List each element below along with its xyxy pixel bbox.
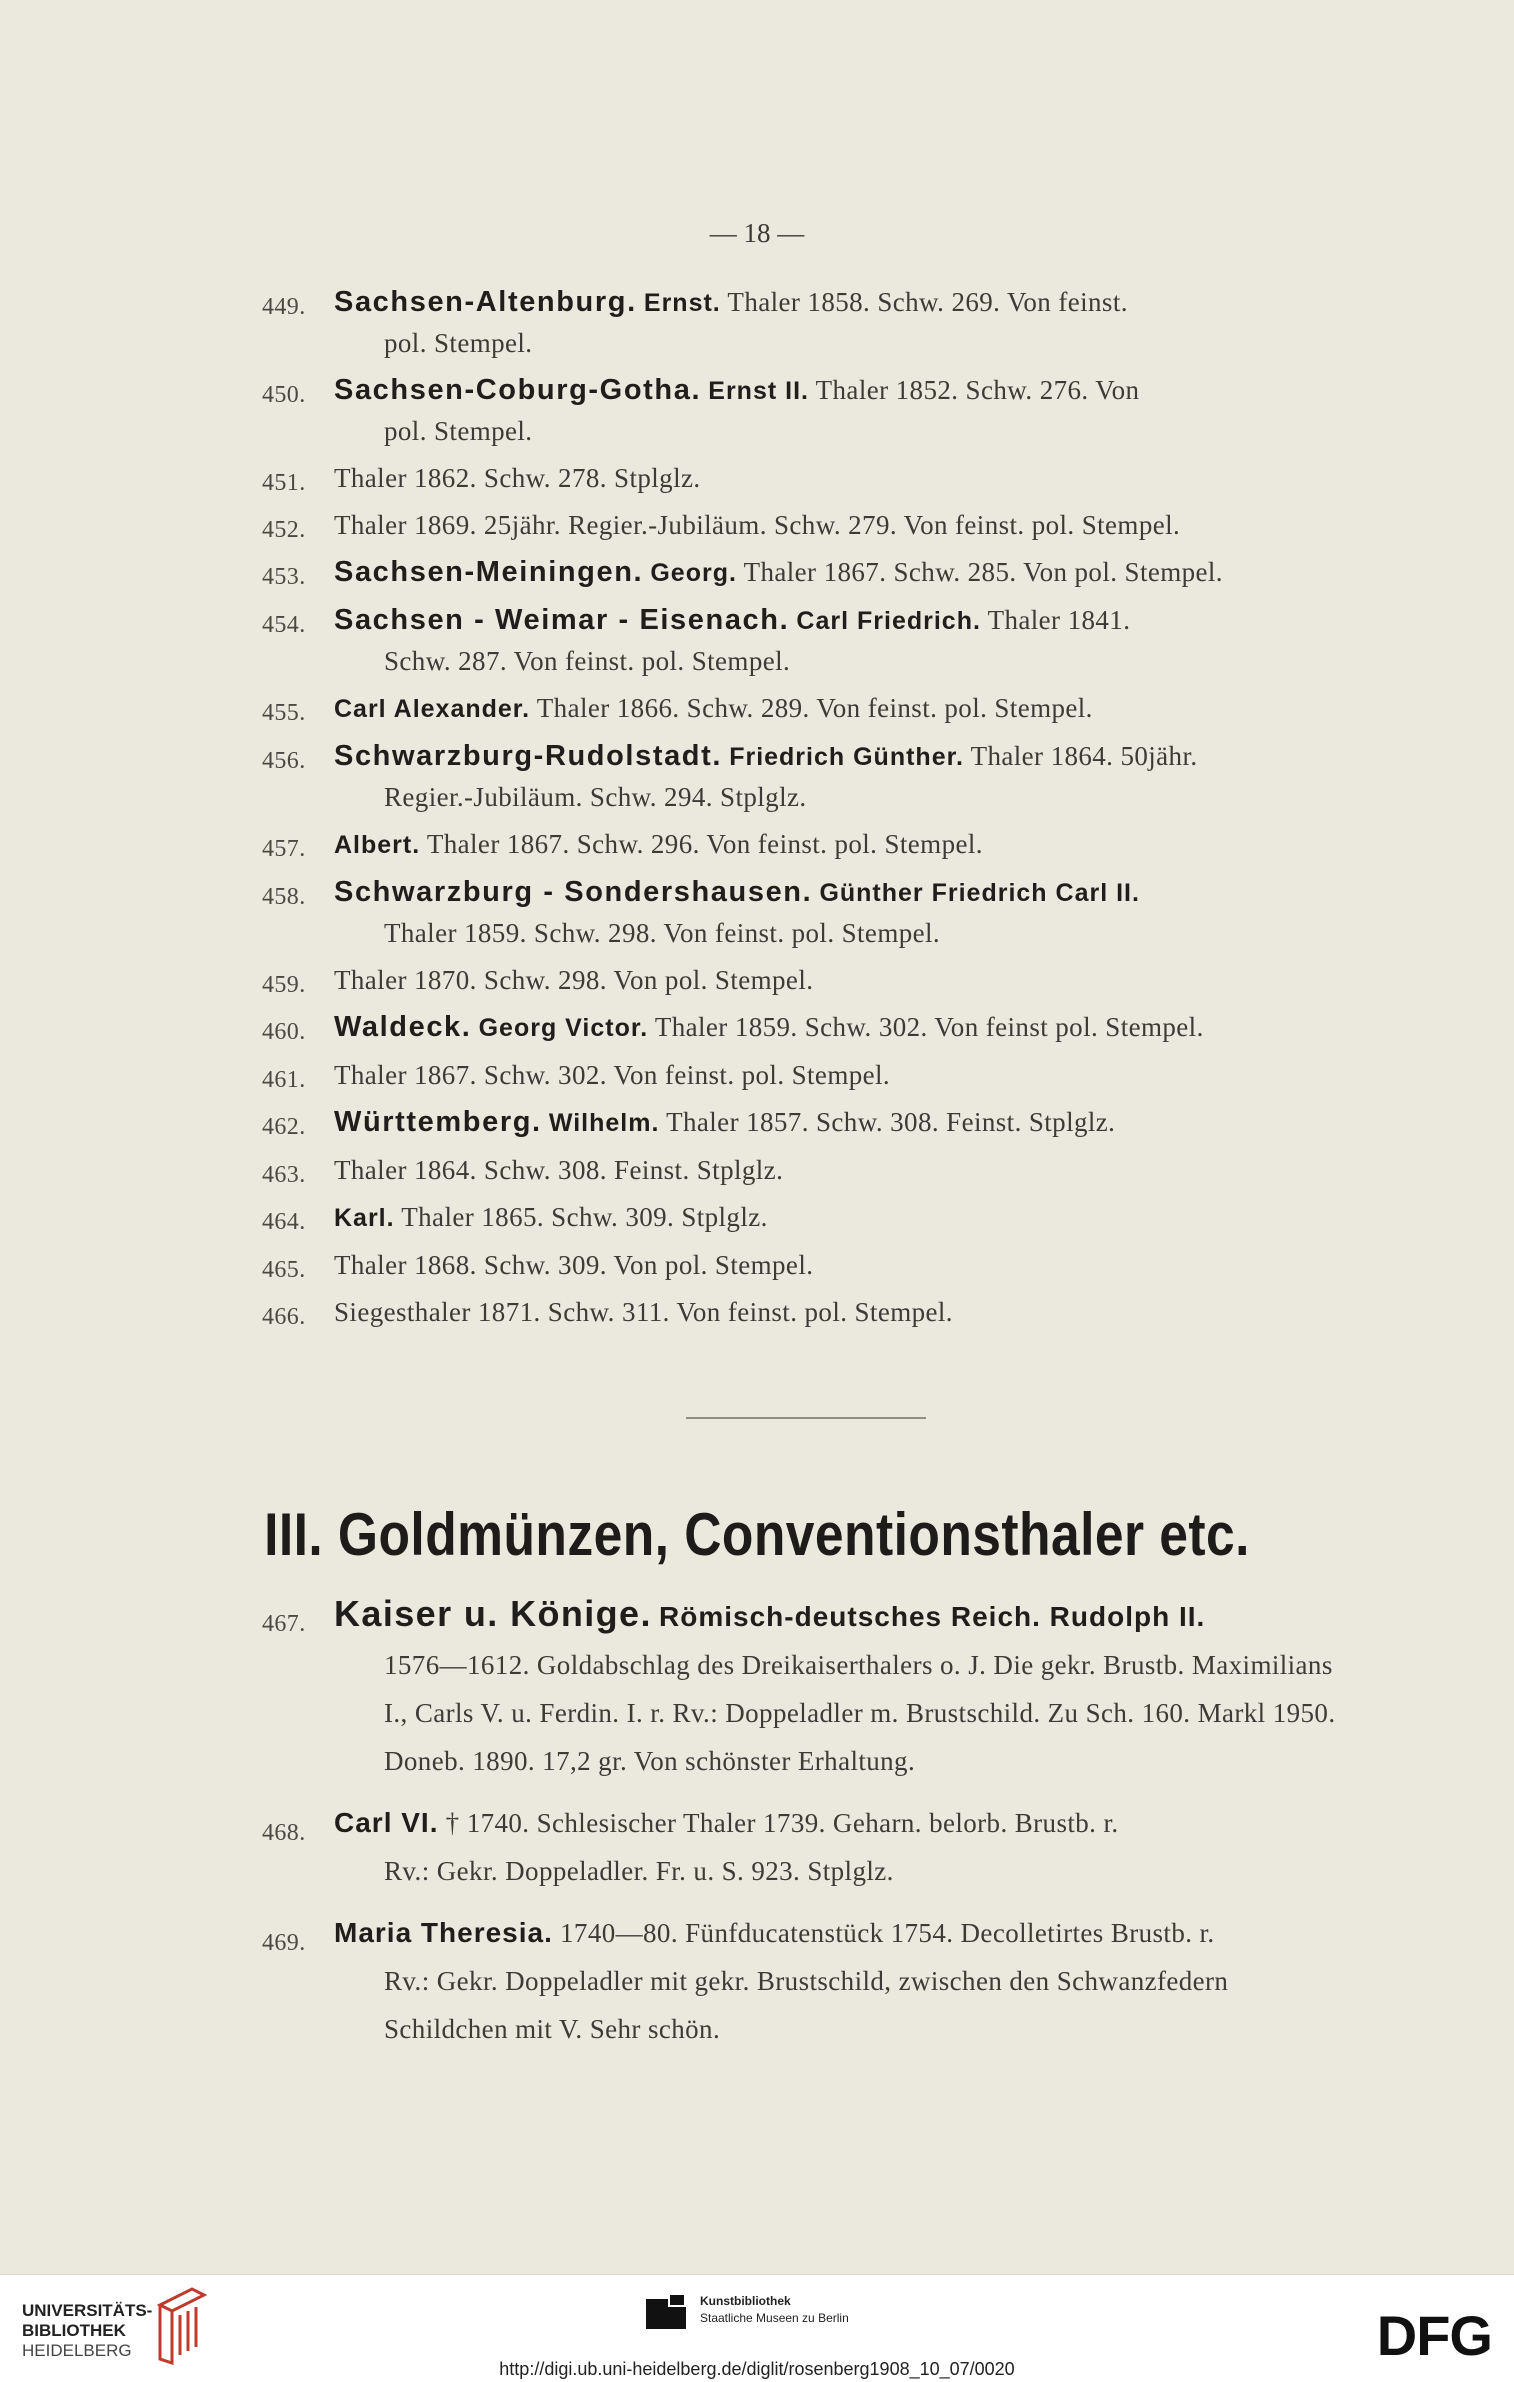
entry-continuation: pol. Stempel. [384, 328, 533, 358]
entry-text: 1740—80. Fünfducatenstück 1754. Decolletirtes Brustb. r. [560, 1918, 1215, 1948]
list-item [262, 458, 1352, 498]
entry-subheading: Georg Victor. [478, 1014, 649, 1042]
library-name[interactable] [22, 2301, 152, 2361]
entry-number: 468. [262, 1820, 306, 1846]
list-item [262, 1150, 1352, 1190]
library-line-3: HEIDELBERG [22, 2341, 132, 2360]
footer-bar [0, 2274, 1514, 2382]
entry-heading: Schwarzburg-Rudolstadt. [334, 740, 723, 772]
entry-number: 449. [262, 294, 306, 320]
entry-text: Thaler 1858. Schw. 269. Von feinst. [727, 287, 1128, 317]
entry-text: Thaler 1852. Schw. 276. Von [815, 375, 1140, 405]
list-item [262, 688, 1352, 729]
entry-number: 466. [262, 1304, 306, 1330]
entry-text: Thaler 1859. Schw. 302. Von feinst pol. Stempel. [654, 1012, 1204, 1042]
section-divider [686, 1417, 926, 1419]
list-item [262, 872, 1352, 953]
entry-number: 455. [262, 700, 306, 726]
entry-text: Thaler 1862. Schw. 278. Stplglz. [334, 463, 701, 493]
catalog-entries [262, 282, 1352, 1339]
entry-text: Thaler 1865. Schw. 309. Stplglz. [401, 1202, 768, 1232]
entry-text: Thaler 1868. Schw. 309. Von pol. Stempel. [334, 1250, 814, 1280]
entry-number: 457. [262, 836, 306, 862]
entry-heading: Sachsen - Weimar - Eisenach. [334, 604, 790, 636]
entry-number: 456. [262, 748, 306, 774]
list-item [262, 1197, 1352, 1238]
list-item [262, 505, 1352, 545]
entry-number: 469. [262, 1930, 306, 1956]
list-item [262, 1799, 1352, 1895]
entry-text: Thaler 1841. [987, 605, 1131, 635]
list-item [262, 552, 1352, 593]
library-logo-icon[interactable] [152, 2285, 212, 2365]
entry-number: 464. [262, 1209, 306, 1235]
library-line-2: BIBLIOTHEK [22, 2321, 126, 2340]
entry-subheading: Carl Alexander. [334, 695, 531, 723]
list-item [262, 960, 1352, 1000]
entry-heading: Sachsen-Altenburg. [334, 286, 637, 318]
entry-continuation: Regier.-Jubiläum. Schw. 294. Stplglz. [384, 782, 807, 812]
entry-heading: Schwarzburg - Sondershausen. [334, 876, 813, 908]
entry-text: Thaler 1864. Schw. 308. Feinst. Stplglz. [334, 1155, 784, 1185]
entry-text: Thaler 1867. Schw. 296. Von feinst. pol. Stempel. [426, 829, 983, 859]
entry-heading: Kaiser u. Könige. [334, 1593, 652, 1634]
entry-subheading: Friedrich Günther. [729, 743, 964, 771]
entry-subheading: Günther Friedrich Carl II. [819, 879, 1140, 907]
entry-number: 462. [262, 1114, 306, 1140]
entry-text: † 1740. Schlesischer Thaler 1739. Geharn. belorb. Brustb. r. [445, 1808, 1119, 1838]
entry-text: Thaler 1869. 25jähr. Regier.-Jubiläum. Schw. 279. Von feinst. pol. Stempel. [334, 510, 1181, 540]
entry-subheading: Carl VI. [334, 1807, 439, 1838]
entry-continuation: Rv.: Gekr. Doppeladler. Fr. u. S. 923. Stplglz. [384, 1856, 894, 1886]
permalink[interactable]: http://digi.ub.uni-heidelberg.de/diglit/rosenberg1908_10_07/0020 [499, 2359, 1015, 2379]
entry-number: 463. [262, 1162, 306, 1188]
entry-number: 461. [262, 1067, 306, 1093]
kb-line-2: Staatliche Museen zu Berlin [700, 2311, 849, 2325]
kunstbibliothek-text [700, 2293, 849, 2327]
entry-text: Thaler 1870. Schw. 298. Von pol. Stempel. [334, 965, 814, 995]
entry-number: 458. [262, 884, 306, 910]
entry-heading: Württemberg. [334, 1106, 542, 1138]
entry-subheading: Ernst II. [708, 377, 809, 405]
entry-continuation: Schw. 287. Von feinst. pol. Stempel. [384, 646, 791, 676]
entry-subheading: Ernst. [643, 289, 721, 317]
entry-text: Thaler 1867. Schw. 285. Von pol. Stempel. [743, 557, 1223, 587]
list-item [262, 1055, 1352, 1095]
entry-continuation: Rv.: Gekr. Doppeladler mit gekr. Brustschild, zwischen den Schwanzfedern Schildchen mit V. Sehr schön. [384, 1966, 1229, 2044]
entry-subheading: Carl Friedrich. [796, 607, 981, 635]
list-item [262, 600, 1352, 681]
entry-continuation: 1576—1612. Goldabschlag des Dreikaiserthalers o. J. Die gekr. Brustb. Maximilians I., Carls V. u. Ferdin. I. r. Rv.: Doppeladler m. Brustschild. Zu Sch. 160. Markl 1950. Doneb. 1890. 17,2 gr. Von schönster Erhaltung. [384, 1650, 1336, 1776]
entry-heading: Waldeck. [334, 1011, 472, 1043]
dfg-logo[interactable]: DFG [1376, 2304, 1492, 2367]
entry-text: Thaler 1864. 50jähr. [970, 741, 1198, 771]
section-title: III. Goldmünzen, Conventionsthaler etc. [264, 1501, 1250, 1568]
entry-subheading: Römisch-deutsches Reich. Rudolph II. [659, 1601, 1206, 1632]
entry-subheading: Maria Theresia. [334, 1917, 553, 1948]
library-line-1: UNIVERSITÄTS- [22, 2301, 153, 2320]
entry-heading: Sachsen-Meiningen. [334, 556, 644, 588]
entry-number: 450. [262, 382, 306, 408]
catalog-entries-gold [262, 1590, 1352, 2067]
entry-subheading: Karl. [334, 1204, 395, 1232]
entry-subheading: Albert. [334, 831, 421, 859]
list-item [262, 282, 1352, 363]
entry-continuation: Thaler 1859. Schw. 298. Von feinst. pol. Stempel. [384, 918, 941, 948]
entry-subheading: Georg. [650, 559, 737, 587]
entry-text: Siegesthaler 1871. Schw. 311. Von feinst. pol. Stempel. [334, 1297, 953, 1327]
entry-number: 451. [262, 470, 306, 496]
page-number: — 18 — [709, 218, 805, 248]
entry-number: 460. [262, 1019, 306, 1045]
entry-text: Thaler 1857. Schw. 308. Feinst. Stplglz. [666, 1107, 1116, 1137]
list-item [262, 1007, 1352, 1048]
entry-number: 453. [262, 564, 306, 590]
entry-number: 467. [262, 1611, 306, 1637]
entry-continuation: pol. Stempel. [384, 416, 533, 446]
list-item [262, 1102, 1352, 1143]
list-item [262, 1292, 1352, 1332]
entry-number: 465. [262, 1257, 306, 1283]
entry-number: 454. [262, 612, 306, 638]
kunstbibliothek-logo-icon[interactable] [644, 2291, 692, 2339]
list-item [262, 1590, 1352, 1785]
list-item [262, 1245, 1352, 1285]
entry-number: 452. [262, 517, 306, 543]
list-item [262, 824, 1352, 865]
kb-line-1: Kunstbibliothek [700, 2294, 791, 2308]
list-item [262, 736, 1352, 817]
entry-text: Thaler 1866. Schw. 289. Von feinst. pol. Stempel. [536, 693, 1093, 723]
entry-subheading: Wilhelm. [548, 1109, 660, 1137]
list-item [262, 1909, 1352, 2053]
entry-number: 459. [262, 972, 306, 998]
list-item [262, 370, 1352, 451]
entry-text: Thaler 1867. Schw. 302. Von feinst. pol. Stempel. [334, 1060, 891, 1090]
entry-heading: Sachsen-Coburg-Gotha. [334, 374, 702, 406]
